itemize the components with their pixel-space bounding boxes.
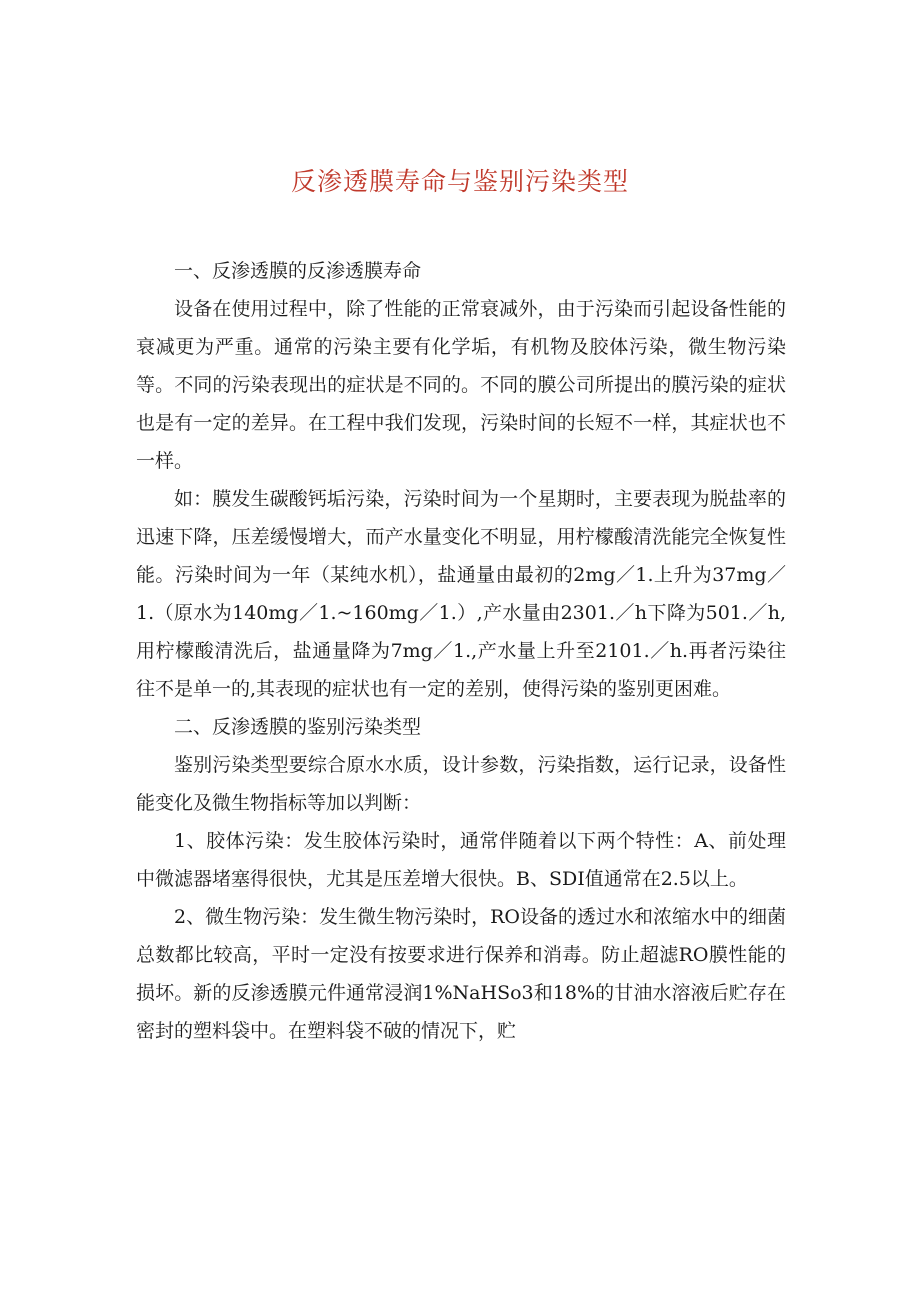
section-2-paragraph-3: 2、微生物污染：发生微生物污染时，RO设备的透过水和浓缩水中的细菌总数都比较高，平时一定没有按要求进行保养和消毒。防止超滤RO膜性能的损坏。新的反渗透膜元件通常浸润1%NaHSo3和18%的甘油水溶液后贮存在密封的塑料袋中。在塑料袋不破的情况下，贮: [136, 906, 786, 1042]
section-1-paragraph-1: 设备在使用过程中，除了性能的正常衰减外，由于污染而引起设备性能的衰减更为严重。通常的污染主要有化学垢，有机物及胶体污染，微生物污染等。不同的污染表现出的症状是不同的。不同的膜公司所提出的膜污染的症状也是有一定的差异。在工程中我们发现，污染时间的长短不一样，其症状也不一样。: [136, 298, 786, 472]
section-2-paragraph-1: 鉴别污染类型要综合原水水质，设计参数，污染指数，运行记录，设备性能变化及微生物指标等加以判断：: [136, 754, 786, 814]
section-2-paragraph-2: 1、胶体污染：发生胶体污染时，通常伴随着以下两个特性：A、前处理中微滤器堵塞得很快，尤其是压差增大很快。B、SDI值通常在2.5以上。: [136, 830, 786, 890]
section-1-paragraph-2: 如：膜发生碳酸钙垢污染，污染时间为一个星期时，主要表现为脱盐率的迅速下降，压差缓慢增大，而产水量变化不明显，用柠檬酸清洗能完全恢复性能。污染时间为一年（某纯水机），盐通量由最初的2mg／1.上升为37mg／1.（原水为140mg／1.~160mg／1.）,产水量由2301.／h下降为501.／h,用柠檬酸清洗后，盐通量降为7mg／1.,产水量上升至2101.／h.再者污染往往不是单一的,其表现的症状也有一定的差别，使得污染的鉴别更困难。: [136, 488, 786, 700]
section-2-heading: 二、反渗透膜的鉴别污染类型: [174, 716, 422, 738]
document-body: [136, 252, 786, 1050]
section-1-heading: 一、反渗透膜的反渗透膜寿命: [174, 260, 422, 282]
document-title: 反渗透膜寿命与鉴别污染类型: [290, 167, 629, 196]
